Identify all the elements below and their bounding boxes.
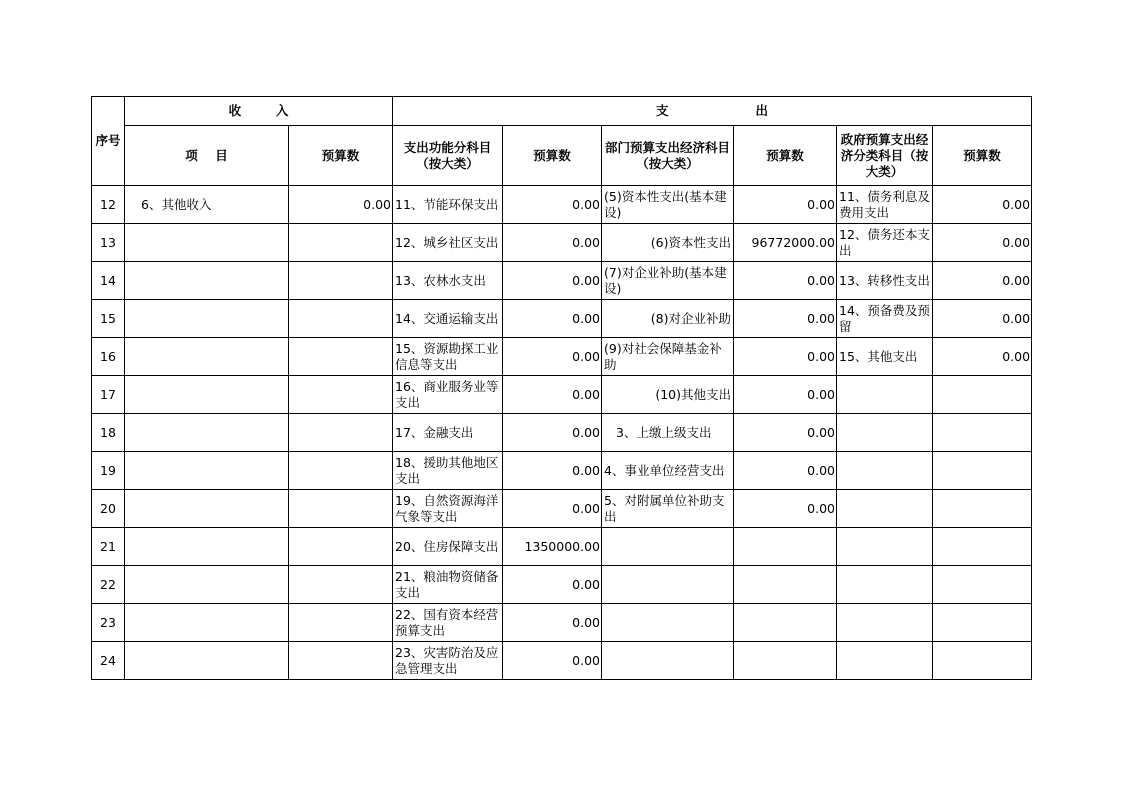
header-func-subject: 支出功能分科目（按大类） xyxy=(393,126,503,186)
func-subject-cell: 13、农林水支出 xyxy=(393,262,503,300)
gov-budget-cell xyxy=(933,604,1032,642)
dept-budget-cell xyxy=(734,566,837,604)
item-cell xyxy=(125,566,289,604)
dept-budget-cell: 0.00 xyxy=(734,262,837,300)
income-budget-cell xyxy=(289,262,393,300)
gov-budget-cell: 0.00 xyxy=(933,186,1032,224)
gov-subject-cell: 14、预备费及预留 xyxy=(837,300,933,338)
func-budget-cell: 0.00 xyxy=(503,604,602,642)
header-income-budget: 预算数 xyxy=(289,126,393,186)
item-cell: 6、其他收入 xyxy=(125,186,289,224)
item-cell xyxy=(125,490,289,528)
income-budget-cell xyxy=(289,490,393,528)
table-row xyxy=(92,452,1032,490)
table-row xyxy=(92,642,1032,680)
dept-budget-cell: 96772000.00 xyxy=(734,224,837,262)
item-cell xyxy=(125,224,289,262)
gov-budget-cell: 0.00 xyxy=(933,338,1032,376)
dept-subject-cell: (10)其他支出 xyxy=(602,376,734,414)
func-subject-cell: 12、城乡社区支出 xyxy=(393,224,503,262)
func-budget-cell: 0.00 xyxy=(503,490,602,528)
dept-budget-cell: 0.00 xyxy=(734,338,837,376)
header-item: 项 目 xyxy=(125,126,289,186)
dept-subject-cell xyxy=(602,528,734,566)
item-cell xyxy=(125,300,289,338)
func-budget-cell: 0.00 xyxy=(503,186,602,224)
table-row xyxy=(92,490,1032,528)
gov-subject-cell xyxy=(837,528,933,566)
func-subject-cell: 17、金融支出 xyxy=(393,414,503,452)
dept-budget-cell: 0.00 xyxy=(734,186,837,224)
gov-budget-cell: 0.00 xyxy=(933,262,1032,300)
seq-cell: 22 xyxy=(92,566,125,604)
header-dept-econ-subject: 部门预算支出经济科目（按大类） xyxy=(602,126,734,186)
dept-subject-cell: (7)对企业补助(基本建设) xyxy=(602,262,734,300)
item-cell xyxy=(125,604,289,642)
func-budget-cell: 0.00 xyxy=(503,452,602,490)
header-income: 收 入 xyxy=(125,97,393,126)
header-dept-budget: 预算数 xyxy=(734,126,837,186)
header-func-budget: 预算数 xyxy=(503,126,602,186)
header-expense: 支 出 xyxy=(393,97,1032,126)
income-budget-cell xyxy=(289,566,393,604)
gov-subject-cell: 13、转移性支出 xyxy=(837,262,933,300)
func-subject-cell: 22、国有资本经营预算支出 xyxy=(393,604,503,642)
func-subject-cell: 19、自然资源海洋气象等支出 xyxy=(393,490,503,528)
seq-cell: 15 xyxy=(92,300,125,338)
gov-budget-cell: 0.00 xyxy=(933,300,1032,338)
gov-subject-cell xyxy=(837,452,933,490)
gov-budget-cell xyxy=(933,452,1032,490)
seq-cell: 24 xyxy=(92,642,125,680)
func-subject-cell: 16、商业服务业等支出 xyxy=(393,376,503,414)
func-subject-cell: 23、灾害防治及应急管理支出 xyxy=(393,642,503,680)
income-budget-cell: 0.00 xyxy=(289,186,393,224)
dept-budget-cell: 0.00 xyxy=(734,490,837,528)
gov-subject-cell: 15、其他支出 xyxy=(837,338,933,376)
dept-subject-cell: 3、上缴上级支出 xyxy=(602,414,734,452)
dept-subject-cell: 5、对附属单位补助支出 xyxy=(602,490,734,528)
func-subject-cell: 20、住房保障支出 xyxy=(393,528,503,566)
gov-subject-cell xyxy=(837,642,933,680)
gov-budget-cell xyxy=(933,642,1032,680)
dept-subject-cell xyxy=(602,604,734,642)
func-budget-cell: 0.00 xyxy=(503,376,602,414)
income-budget-cell xyxy=(289,376,393,414)
header-gov-budget: 预算数 xyxy=(933,126,1032,186)
dept-budget-cell xyxy=(734,642,837,680)
gov-budget-cell xyxy=(933,528,1032,566)
item-cell xyxy=(125,376,289,414)
gov-budget-cell: 0.00 xyxy=(933,224,1032,262)
func-subject-cell: 14、交通运输支出 xyxy=(393,300,503,338)
func-budget-cell: 0.00 xyxy=(503,338,602,376)
gov-budget-cell xyxy=(933,414,1032,452)
dept-subject-cell: (9)对社会保障基金补助 xyxy=(602,338,734,376)
header-seq: 序号 xyxy=(92,97,125,186)
seq-cell: 13 xyxy=(92,224,125,262)
func-budget-cell: 0.00 xyxy=(503,642,602,680)
func-budget-cell: 0.00 xyxy=(503,262,602,300)
func-budget-cell: 0.00 xyxy=(503,566,602,604)
dept-budget-cell: 0.00 xyxy=(734,300,837,338)
gov-subject-cell xyxy=(837,376,933,414)
table-row xyxy=(92,528,1032,566)
dept-budget-cell xyxy=(734,604,837,642)
seq-cell: 23 xyxy=(92,604,125,642)
table-row xyxy=(92,338,1032,376)
gov-budget-cell xyxy=(933,566,1032,604)
income-budget-cell xyxy=(289,338,393,376)
dept-subject-cell: 4、事业单位经营支出 xyxy=(602,452,734,490)
income-budget-cell xyxy=(289,452,393,490)
item-cell xyxy=(125,642,289,680)
func-subject-cell: 15、资源勘探工业信息等支出 xyxy=(393,338,503,376)
table-row xyxy=(92,604,1032,642)
income-budget-cell xyxy=(289,604,393,642)
dept-subject-cell: (5)资本性支出(基本建设) xyxy=(602,186,734,224)
seq-cell: 17 xyxy=(92,376,125,414)
func-budget-cell: 1350000.00 xyxy=(503,528,602,566)
dept-budget-cell: 0.00 xyxy=(734,376,837,414)
table-row xyxy=(92,262,1032,300)
income-budget-cell xyxy=(289,528,393,566)
seq-cell: 21 xyxy=(92,528,125,566)
seq-cell: 18 xyxy=(92,414,125,452)
table-row xyxy=(92,300,1032,338)
dept-subject-cell: (8)对企业补助 xyxy=(602,300,734,338)
header-gov-econ-subject: 政府预算支出经济分类科目（按大类） xyxy=(837,126,933,186)
item-cell xyxy=(125,338,289,376)
func-budget-cell: 0.00 xyxy=(503,224,602,262)
table-row xyxy=(92,376,1032,414)
budget-table xyxy=(91,96,1032,680)
dept-budget-cell xyxy=(734,528,837,566)
gov-subject-cell xyxy=(837,490,933,528)
func-subject-cell: 11、节能环保支出 xyxy=(393,186,503,224)
table-row xyxy=(92,224,1032,262)
gov-subject-cell: 11、债务利息及费用支出 xyxy=(837,186,933,224)
table-row xyxy=(92,566,1032,604)
dept-subject-cell: (6)资本性支出 xyxy=(602,224,734,262)
income-budget-cell xyxy=(289,642,393,680)
seq-cell: 14 xyxy=(92,262,125,300)
income-budget-cell xyxy=(289,414,393,452)
seq-cell: 19 xyxy=(92,452,125,490)
item-cell xyxy=(125,528,289,566)
table-row xyxy=(92,186,1032,224)
seq-cell: 16 xyxy=(92,338,125,376)
gov-subject-cell xyxy=(837,414,933,452)
seq-cell: 12 xyxy=(92,186,125,224)
gov-budget-cell xyxy=(933,490,1032,528)
dept-budget-cell: 0.00 xyxy=(734,452,837,490)
dept-subject-cell xyxy=(602,642,734,680)
func-subject-cell: 21、粮油物资储备支出 xyxy=(393,566,503,604)
dept-budget-cell: 0.00 xyxy=(734,414,837,452)
seq-cell: 20 xyxy=(92,490,125,528)
table-row xyxy=(92,414,1032,452)
dept-subject-cell xyxy=(602,566,734,604)
gov-budget-cell xyxy=(933,376,1032,414)
income-budget-cell xyxy=(289,300,393,338)
income-budget-cell xyxy=(289,224,393,262)
func-subject-cell: 18、援助其他地区支出 xyxy=(393,452,503,490)
gov-subject-cell xyxy=(837,566,933,604)
item-cell xyxy=(125,414,289,452)
func-budget-cell: 0.00 xyxy=(503,300,602,338)
item-cell xyxy=(125,452,289,490)
item-cell xyxy=(125,262,289,300)
gov-subject-cell: 12、债务还本支出 xyxy=(837,224,933,262)
gov-subject-cell xyxy=(837,604,933,642)
func-budget-cell: 0.00 xyxy=(503,414,602,452)
